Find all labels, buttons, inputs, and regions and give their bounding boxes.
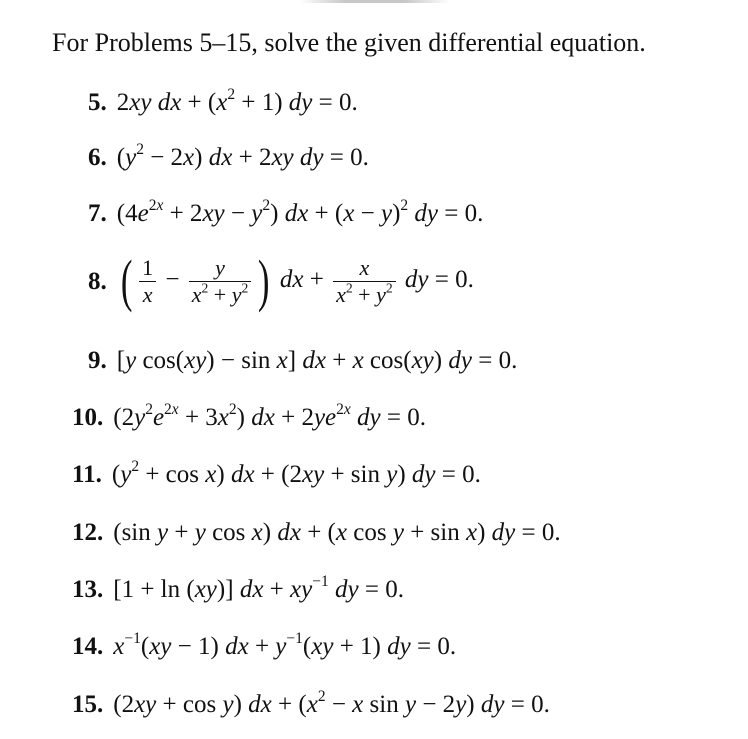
equation: [1 + ln (xy)] dx + $xy^{-1}$ dy = 0. (113, 573, 404, 603)
page-edge-shadow (300, 0, 450, 3)
equation: $(y^2 - 2x)$ dx + 2xy dy = 0. (116, 141, 369, 171)
problem-number: 12. (72, 519, 104, 546)
equation: (sin y + y cos x) dx + (x cos y + sin x) dy = 0. (113, 519, 561, 546)
problem-number: 5. (88, 89, 107, 116)
problem-number: 8. (88, 267, 107, 295)
problem-12 (72, 520, 561, 545)
equation: 2xy dx + $(x^2 + 1)$ dy = 0. (116, 86, 358, 116)
problem-13 (72, 573, 404, 603)
problem-5 (88, 86, 358, 116)
problem-9 (88, 348, 517, 373)
problem-14 (72, 630, 457, 660)
problem-number: 14. (72, 633, 104, 660)
equation: (2xy + cos y) dx + ($x^2 - x$ sin y − 2y) dy = 0. (113, 688, 550, 718)
equation: $(2y^2e^{2x} + 3x^2)$ dx + $2ye^{2x}$ dy = 0. (113, 401, 427, 431)
problem-10 (72, 401, 427, 431)
problem-number: 9. (88, 347, 107, 374)
problem-15 (72, 688, 550, 718)
problem-number: 6. (88, 144, 107, 171)
problem-number: 7. (88, 200, 107, 227)
problem-number: 11. (72, 461, 102, 488)
equation: $(4e^{2x} + 2xy - y^2)$ dx + $(x - y)^2$ dy = 0. (116, 197, 484, 227)
equation: $(y^2 + \cos x)$ dx + (2xy + sin y) dy = 0. (111, 458, 481, 488)
problem-7 (88, 197, 484, 227)
problem-number: 15. (72, 691, 104, 718)
problem-8 (88, 248, 474, 313)
equation: [y cos(xy) − sin x] dx + x cos(xy) dy = 0. (116, 347, 518, 374)
problem-set-instructions: For Problems 5–15, solve the given differential equation. (52, 28, 646, 57)
equation: ( $\frac{1}{x}$ − $\frac{y}{x^2 + y^2}$ ) dx + $\frac{x}{x^2 + y^2}$ dy = 0. (120, 248, 474, 313)
problem-6 (88, 141, 369, 171)
problem-number: 10. (72, 404, 104, 431)
problem-number: 13. (72, 576, 104, 603)
equation: $x^{-1}(xy - 1)$ dx + $y^{-1}(xy + 1)$ dy = 0. (113, 630, 457, 660)
problem-11 (72, 458, 481, 488)
